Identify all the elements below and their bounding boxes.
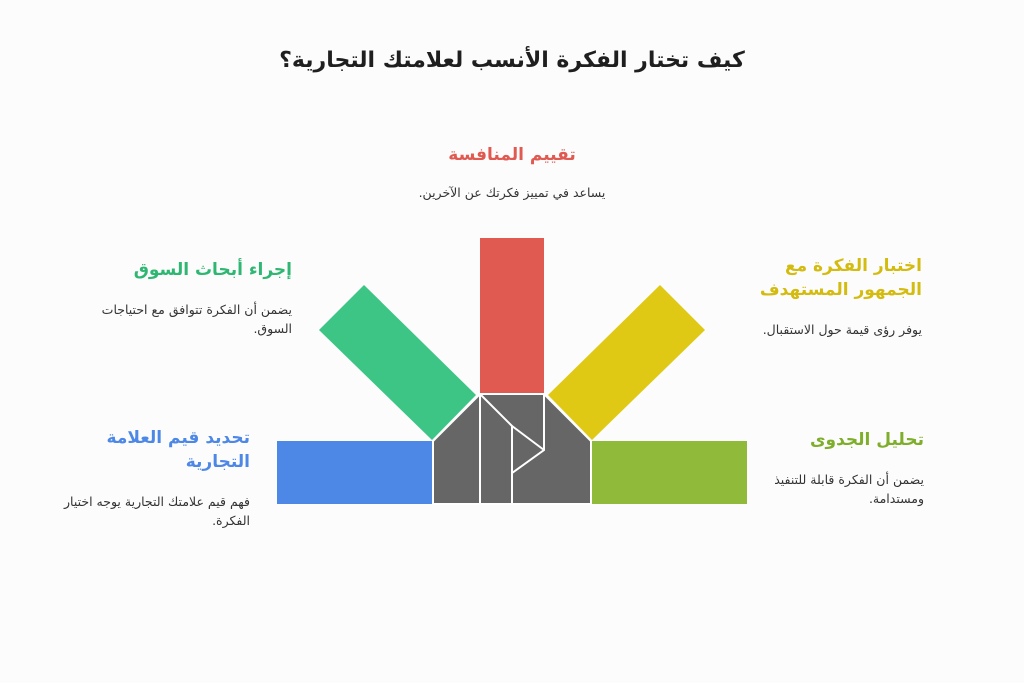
desc-market-research: يضمن أن الفكرة تتوافق مع احتياجات السوق. bbox=[101, 302, 292, 336]
arm-brand-values bbox=[277, 441, 433, 504]
arm-audience-testing bbox=[548, 285, 705, 440]
arm-feasibility bbox=[591, 441, 747, 504]
label-brand-values bbox=[56, 426, 250, 530]
arm-market-research bbox=[319, 285, 476, 440]
desc-audience-testing: يوفر رؤى قيمة حول الاستقبال. bbox=[762, 322, 922, 337]
label-market-research bbox=[86, 258, 292, 338]
label-competition bbox=[390, 143, 634, 202]
desc-brand-values: فهم قيم علامتك التجارية يوجه اختيار الفكرة. bbox=[63, 494, 250, 528]
desc-feasibility: يضمن أن الفكرة قابلة للتنفيذ ومستدامة. bbox=[774, 472, 924, 506]
arm-competition bbox=[480, 238, 544, 395]
label-feasibility bbox=[764, 428, 924, 508]
heading-competition: تقييم المنافسة bbox=[448, 145, 576, 165]
page-title: كيف تختار الفكرة الأنسب لعلامتك التجارية؟ bbox=[279, 48, 745, 73]
heading-market-research: إجراء أبحاث السوق bbox=[133, 260, 292, 280]
heading-audience-testing: اختبار الفكرة مع الجمهور المستهدف bbox=[759, 256, 922, 300]
label-audience-testing bbox=[720, 254, 922, 339]
heading-feasibility: تحليل الجدوى bbox=[809, 430, 924, 450]
heading-brand-values: تحديد قيم العلامة التجارية bbox=[106, 428, 250, 472]
desc-competition: يساعد في تمييز فكرتك عن الآخرين. bbox=[418, 185, 606, 200]
